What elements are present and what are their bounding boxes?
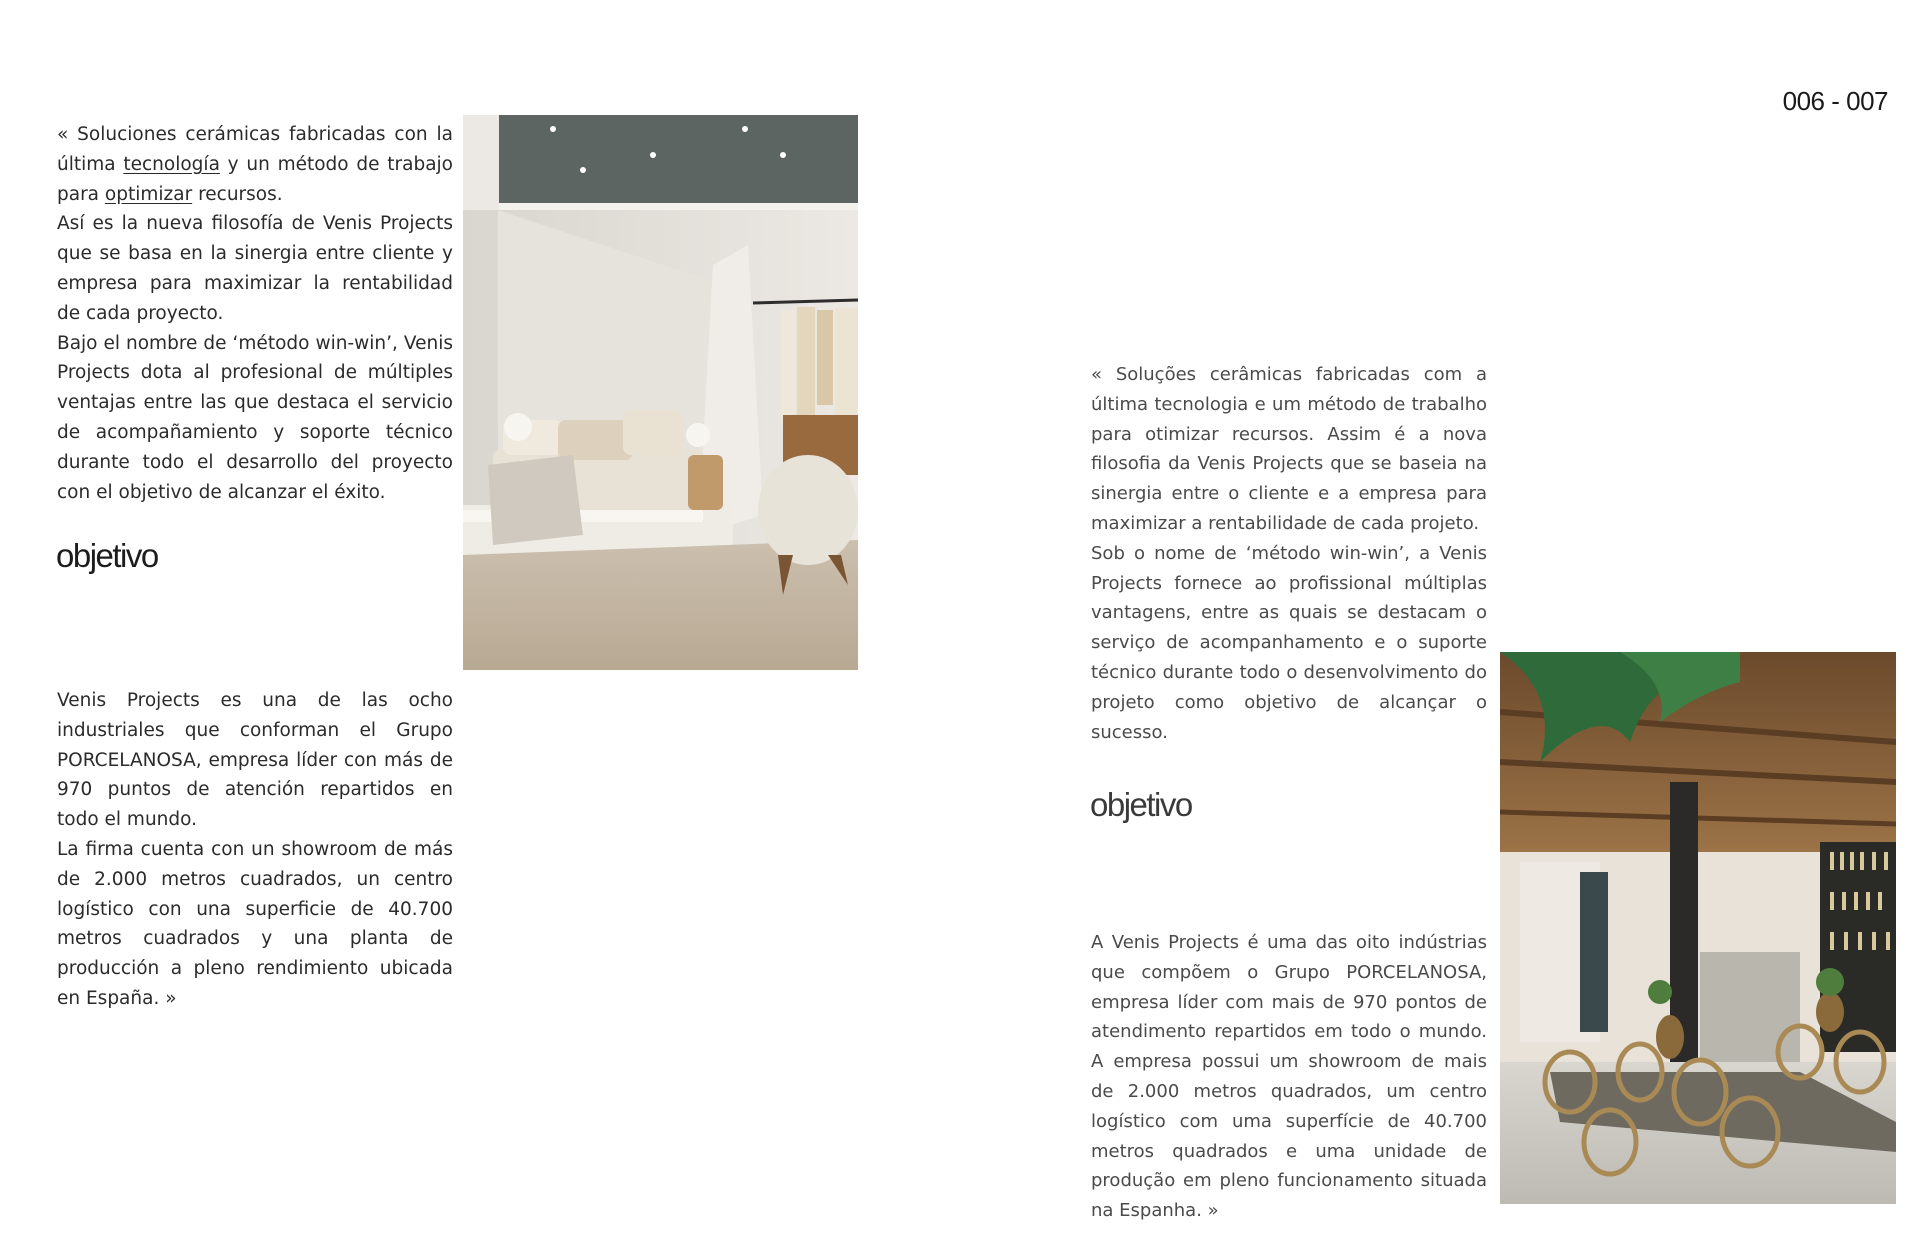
restaurant-interior-photo [1500, 652, 1896, 1204]
win-win-paragraph: Bajo el nombre de ‘método win-win’, Venis Projects dota al profesional de múltiples ventajas entre las que destaca el servicio de acompañamiento y soporte técnico durante todo el desarrollo del proyecto con el objetivo de alcanzar el éxito. [57, 332, 453, 503]
tecnologia-link[interactable]: tecnología [123, 153, 220, 175]
pt-win-win-paragraph: Sob o nome de ‘método win-win’, a Venis Projects fornece ao profissional múltiplas vantagens, entre as quais se destacam o serviço de acompanhamento e o suporte técnico durante todo o desenvolvimento do projeto como objetivo de alcançar o sucesso. [1091, 542, 1487, 743]
pt-philosophy-paragraph: « Soluções cerâmicas fabricadas com a última tecnologia e um método de trabalho para otimizar recursos. Assim é a nova filosofia da Venis Projects que se baseia na sinergia entre o cliente e a empresa para maximizar a rentabilidade de cada projeto. [1091, 364, 1487, 534]
optimizar-link[interactable]: optimizar [104, 183, 193, 205]
portuguese-group-text [1091, 928, 1487, 1226]
spanish-intro-text [57, 120, 453, 507]
portuguese-intro-text [1091, 360, 1487, 747]
group-paragraph: Venis Projects es una de las ocho industriales que conforman el Grupo PORCELANOSA, empresa líder con más de 970 puntos de atención repartidos en todo el mundo. [57, 690, 453, 831]
bedroom-showroom-photo [463, 115, 858, 670]
philosophy-paragraph: Así es la nueva filosofía de Venis Projects que se basa en la sinergia entre cliente y empresa para maximizar la rentabilidad de cada proyecto. [57, 213, 453, 324]
portuguese-section-heading: objetivo [1090, 786, 1192, 823]
intro-paragraph: « Soluciones cerámicas fabricadas con la última tecnología y un método de trabajo para optimizar recursos. [57, 124, 453, 205]
page-number: 006 - 007 [1782, 86, 1888, 116]
spanish-section-heading: objetivo [56, 537, 158, 574]
spanish-group-text [57, 686, 453, 1014]
pt-group-paragraph: A Venis Projects é uma das oito indústrias que compõem o Grupo PORCELANOSA, empresa líder com mais de 970 pontos de atendimento repartidos em todo o mundo. A empresa possui um showroom de mais de 2.000 metros quadrados, um centro logístico com uma superfície de 40.700 metros quadrados e uma unidade de produção em pleno funcionamento situada na Espanha. » [1091, 932, 1487, 1222]
showroom-paragraph: La firma cuenta con un showroom de más de 2.000 metros cuadrados, un centro logístico con una superficie de 40.700 metros cuadrados y una planta de producción a pleno rendimiento ubicada en España. » [57, 838, 453, 1009]
